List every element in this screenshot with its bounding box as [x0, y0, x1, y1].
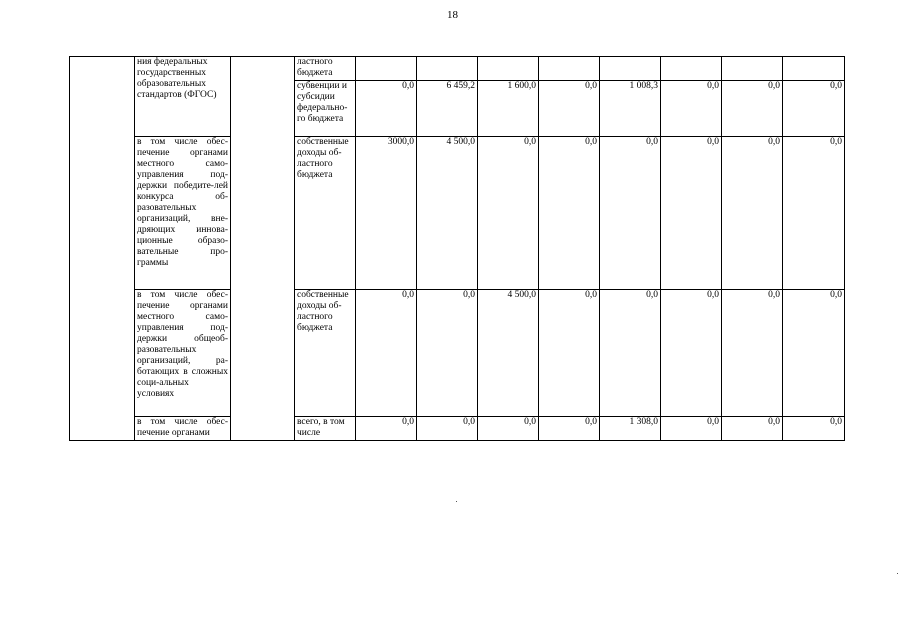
value-cell: 0,0 [356, 81, 417, 137]
value-cell [478, 57, 539, 81]
value-cell [356, 57, 417, 81]
value-cell [600, 57, 661, 81]
value-cell: 1 600,0 [478, 81, 539, 137]
value-cell: 0,0 [661, 417, 722, 441]
value-cell: 0,0 [722, 81, 783, 137]
funding-source: субвенции и субсидии федерально-го бюджета [295, 81, 356, 137]
value-cell: 0,0 [356, 417, 417, 441]
table-row [70, 417, 845, 441]
value-cell: 0,0 [783, 290, 845, 417]
value-cell: 0,0 [661, 81, 722, 137]
funding-source: всего, в том числе [295, 417, 356, 441]
value-cell: 0,0 [661, 290, 722, 417]
left-blank-cell [70, 57, 135, 441]
value-cell: 1 308,0 [600, 417, 661, 441]
value-cell [539, 57, 600, 81]
table-row [70, 290, 845, 417]
value-cell: 0,0 [539, 137, 600, 290]
value-cell: 0,0 [417, 290, 478, 417]
value-cell: 0,0 [478, 137, 539, 290]
value-cell [661, 57, 722, 81]
table-row [70, 137, 845, 290]
value-cell: 4 500,0 [417, 137, 478, 290]
scan-speck [456, 501, 457, 502]
value-cell: 0,0 [417, 417, 478, 441]
funding-source: собственные доходы об-ластного бюджета [295, 290, 356, 417]
value-cell: 4 500,0 [478, 290, 539, 417]
value-cell: 0,0 [600, 137, 661, 290]
funding-source: собственные доходы об-ластного бюджета [295, 137, 356, 290]
value-cell: 0,0 [356, 290, 417, 417]
row-description: в том числе обес-печение органами [135, 417, 231, 441]
value-cell: 0,0 [783, 137, 845, 290]
blank-column-cell [231, 57, 295, 441]
budget-table [69, 56, 845, 441]
value-cell: 3000,0 [356, 137, 417, 290]
value-cell: 0,0 [783, 417, 845, 441]
value-cell: 0,0 [539, 417, 600, 441]
value-cell: 0,0 [722, 290, 783, 417]
value-cell: 0,0 [722, 417, 783, 441]
table-row [70, 57, 845, 81]
value-cell: 0,0 [539, 81, 600, 137]
row-description: в том числе обес-печение органами местного само-управления под-держки общеоб-разовательных организаций, ра-ботающих в сложных соци-альных условиях [135, 290, 231, 417]
page-number: 18 [447, 9, 458, 21]
scan-speck [897, 573, 898, 574]
value-cell: 0,0 [478, 417, 539, 441]
value-cell: 0,0 [600, 290, 661, 417]
row-description: в том числе обес-печение органами местного само-управления под-держки победите-лей конкурса об-разовательных организаций, вне-дряющих иннова-ционные образо-вательные про-граммы [135, 137, 231, 290]
funding-source: ластного бюджета [295, 57, 356, 81]
value-cell: 0,0 [539, 290, 600, 417]
value-cell: 1 008,3 [600, 81, 661, 137]
value-cell [722, 57, 783, 81]
value-cell: 0,0 [783, 81, 845, 137]
value-cell: 6 459,2 [417, 81, 478, 137]
value-cell: 0,0 [722, 137, 783, 290]
row-description: ния федеральных государственных образовательных стандартов (ФГОС) [135, 57, 231, 137]
value-cell: 0,0 [661, 137, 722, 290]
value-cell [783, 57, 845, 81]
value-cell [417, 57, 478, 81]
